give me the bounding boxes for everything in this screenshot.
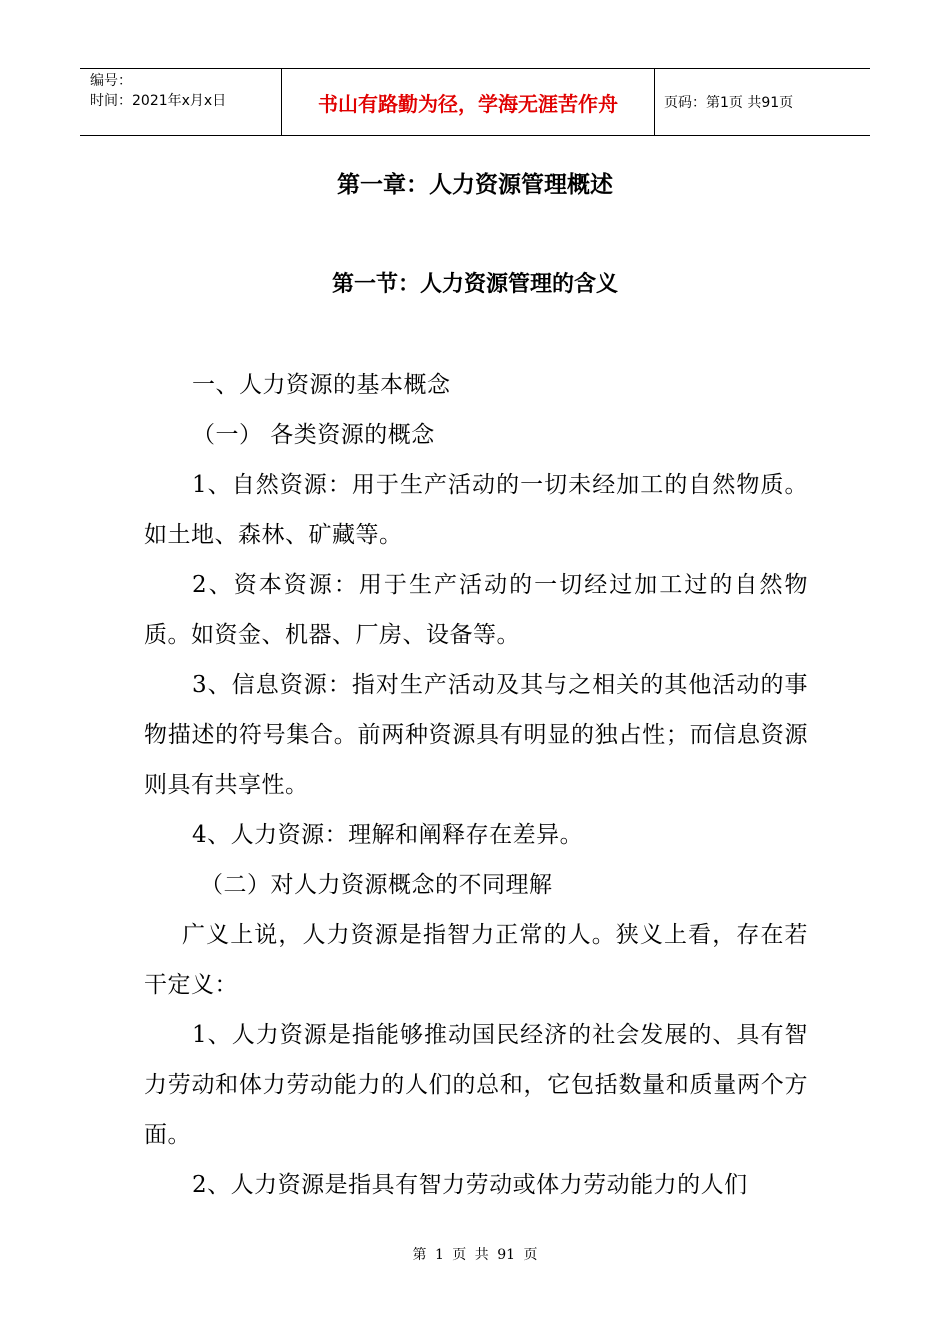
body-paragraph: 4、人力资源：理解和阐释存在差异。 — [192, 822, 584, 848]
header-number-label: 编号： — [90, 73, 132, 89]
body-paragraph: 1、自然资源：用于生产活动的一切未经加工的自然物质。如土地、森林、矿藏等。 — [144, 472, 808, 548]
header-motto: 书山有路勤为径，学海无涯苦作舟 — [282, 69, 655, 135]
document-body — [144, 360, 808, 1210]
body-subheading-understanding: （二）对人力资源概念的不同理解 — [200, 872, 553, 898]
body-subheading-resource-types: （一） 各类资源的概念 — [192, 422, 435, 448]
page-footer: 第 1 页 共 91 页 — [412, 1247, 538, 1263]
body-paragraph: 2、资本资源：用于生产活动的一切经过加工过的自然物质。如资金、机器、厂房、设备等。 — [144, 572, 808, 648]
header-page-info: 页码：第1页 共91页 — [664, 95, 794, 111]
body-paragraph: 1、人力资源是指能够推动国民经济的社会发展的、具有智力劳动和体力劳动能力的人们的总和，它包括数量和质量两个方面。 — [144, 1022, 808, 1148]
header-time-label: 时间：2021年x月x日 — [90, 93, 227, 109]
document-header-table — [80, 68, 870, 136]
body-paragraph: 3、信息资源：指对生产活动及其与之相关的其他活动的事物描述的符号集合。前两种资源具有明显的独占性；而信息资源则具有共享性。 — [144, 672, 808, 798]
header-meta-cell — [80, 69, 282, 135]
body-paragraph: 广义上说，人力资源是指智力正常的人。狭义上看，存在若干定义： — [144, 922, 808, 998]
body-heading-basic-concept: 一、人力资源的基本概念 — [192, 372, 451, 398]
chapter-title: 第一章：人力资源管理概述 — [337, 172, 613, 198]
body-paragraph: 2、人力资源是指具有智力劳动或体力劳动能力的人们 — [192, 1172, 748, 1198]
section-title: 第一节：人力资源管理的含义 — [331, 272, 618, 297]
